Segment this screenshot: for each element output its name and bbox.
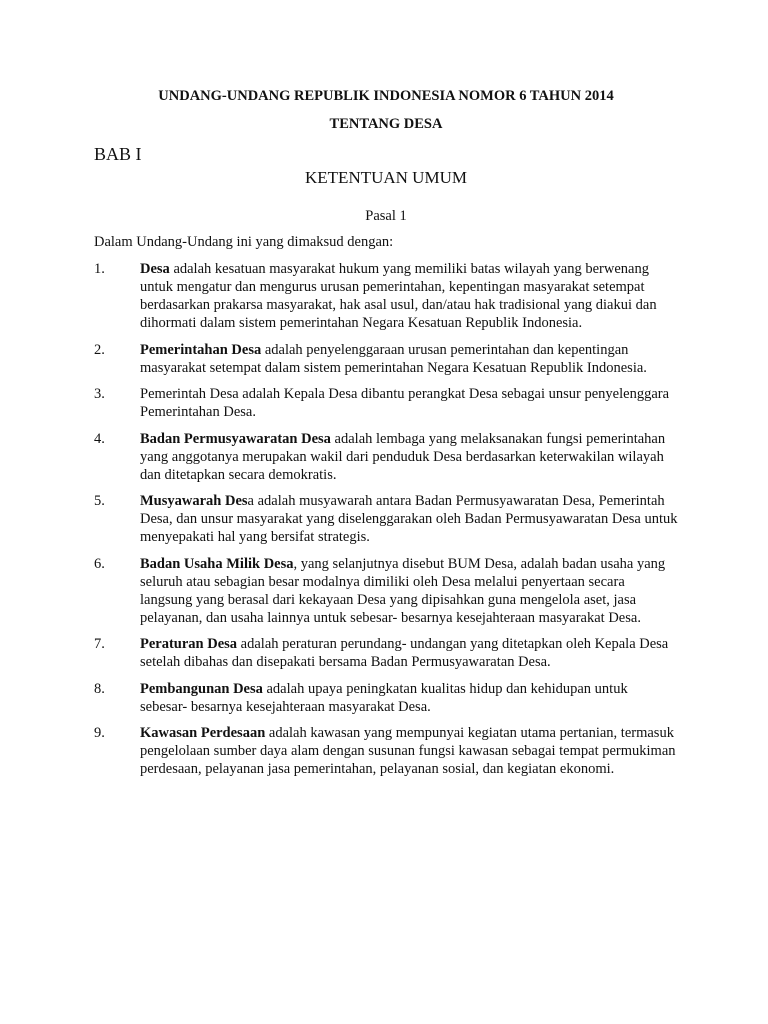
definition-term: Badan Usaha Milik Desa — [140, 555, 294, 572]
definition-number: 9. — [94, 725, 105, 741]
definition-text — [140, 341, 678, 377]
definition-text — [140, 492, 678, 546]
article-intro: Dalam Undang-Undang ini yang dimaksud dengan: — [94, 234, 394, 250]
definition-number: 2. — [94, 341, 105, 358]
definition-body: a adalah musyawarah antara Badan Permusyawaratan Desa, Pemerintah Desa, dan unsur masyarakat yang diselenggarakan oleh Badan Permusyawaratan Desa untuk menyepakati hal yang bersifat strategis. — [140, 493, 678, 545]
chapter-title: KETENTUAN UMUM — [305, 168, 467, 187]
definition-body: adalah peraturan perundang- undangan yang ditetapkan oleh Kepala Desa setelah dibahas dan disepakati bersama Badan Permusyawaratan Desa. — [140, 636, 669, 670]
definition-text — [140, 724, 678, 778]
definition-number: 1. — [94, 261, 105, 277]
definition-body: , yang selanjutnya disebut BUM Desa, adalah badan usaha yang seluruh atau sebagian besar modalnya dimiliki oleh Desa melalui penyertaan secara langsung yang berasal dari kekayaan Desa yang dipisahkan guna mengelola aset, jasa pelayanan, dan usaha lainnya untuk sebesar- besarnya kesejahteraan masyarakat Desa. — [140, 555, 666, 626]
definition-text — [140, 635, 678, 671]
definition-body: adalah penyelenggaraan urusan pemerintahan dan kepentingan masyarakat setempat dalam sistem pemerintahan Negara Kesatuan Republik Indonesia. — [140, 341, 647, 376]
definition-body: adalah upaya peningkatan kualitas hidup dan kehidupan untuk sebesar- besarnya kesejahteraan masyarakat Desa. — [140, 680, 628, 715]
definition-term: Pemerintahan Desa — [140, 341, 262, 358]
definition-number: 5. — [94, 493, 105, 509]
definition-term: Badan Permusyawaratan Desa — [140, 430, 331, 447]
definition-term: Peraturan Desa — [140, 636, 238, 652]
document-subtitle: TENTANG DESA — [329, 116, 443, 132]
definition-text — [140, 680, 678, 716]
definition-item — [94, 555, 678, 627]
definition-item — [94, 680, 678, 716]
article-heading: Pasal 1 — [365, 208, 407, 224]
definition-item — [94, 341, 678, 377]
definition-item — [94, 260, 678, 332]
definition-body: Pemerintah Desa adalah Kepala Desa dibantu perangkat Desa sebagai unsur penyelenggara Pemerintahan Desa. — [140, 386, 670, 420]
definition-term: Musyawarah Des — [140, 493, 248, 509]
document-title: UNDANG-UNDANG REPUBLIK INDONESIA NOMOR 6 TAHUN 2014 — [158, 88, 614, 104]
definition-body: adalah lembaga yang melaksanakan fungsi pemerintahan yang anggotanya merupakan wakil dari penduduk Desa berdasarkan keterwakilan wilayah dan ditetapkan secara demokratis. — [140, 430, 666, 483]
chapter-number: BAB I — [94, 144, 142, 164]
definition-body: adalah kesatuan masyarakat hukum yang memiliki batas wilayah yang berwenang untuk mengatur dan mengurus urusan pemerintahan, kepentingan masyarakat setempat berdasarkan prakarsa masyarakat, hak asal usul, dan/atau hak tradisional yang diakui dan dihormati dalam sistem pemerintahan Negara Kesatuan Republik Indonesia. — [140, 261, 657, 331]
definition-term: Kawasan Perdesaan — [140, 725, 266, 741]
definition-text — [140, 555, 678, 627]
definition-item — [94, 430, 678, 484]
definition-text — [140, 430, 678, 484]
definition-number: 3. — [94, 386, 105, 402]
definition-number: 4. — [94, 430, 105, 447]
definition-number: 7. — [94, 636, 105, 652]
definition-term: Pembangunan Desa — [140, 680, 263, 697]
definition-text — [140, 260, 678, 332]
definition-item — [94, 724, 678, 778]
definition-number: 8. — [94, 680, 105, 697]
definition-body: adalah kawasan yang mempunyai kegiatan utama pertanian, termasuk pengelolaan sumber daya alam dengan susunan fungsi kawasan sebagai tempat permukiman perdesaan, pelayanan jasa pemerintahan, pelayanan sosial, dan kegiatan ekonomi. — [140, 725, 676, 777]
definition-term: Desa — [140, 261, 170, 277]
definition-item — [94, 635, 678, 671]
definition-list — [94, 260, 678, 778]
definition-item — [94, 385, 678, 421]
definition-item — [94, 492, 678, 546]
definition-number: 6. — [94, 555, 105, 572]
definition-text — [140, 385, 678, 421]
